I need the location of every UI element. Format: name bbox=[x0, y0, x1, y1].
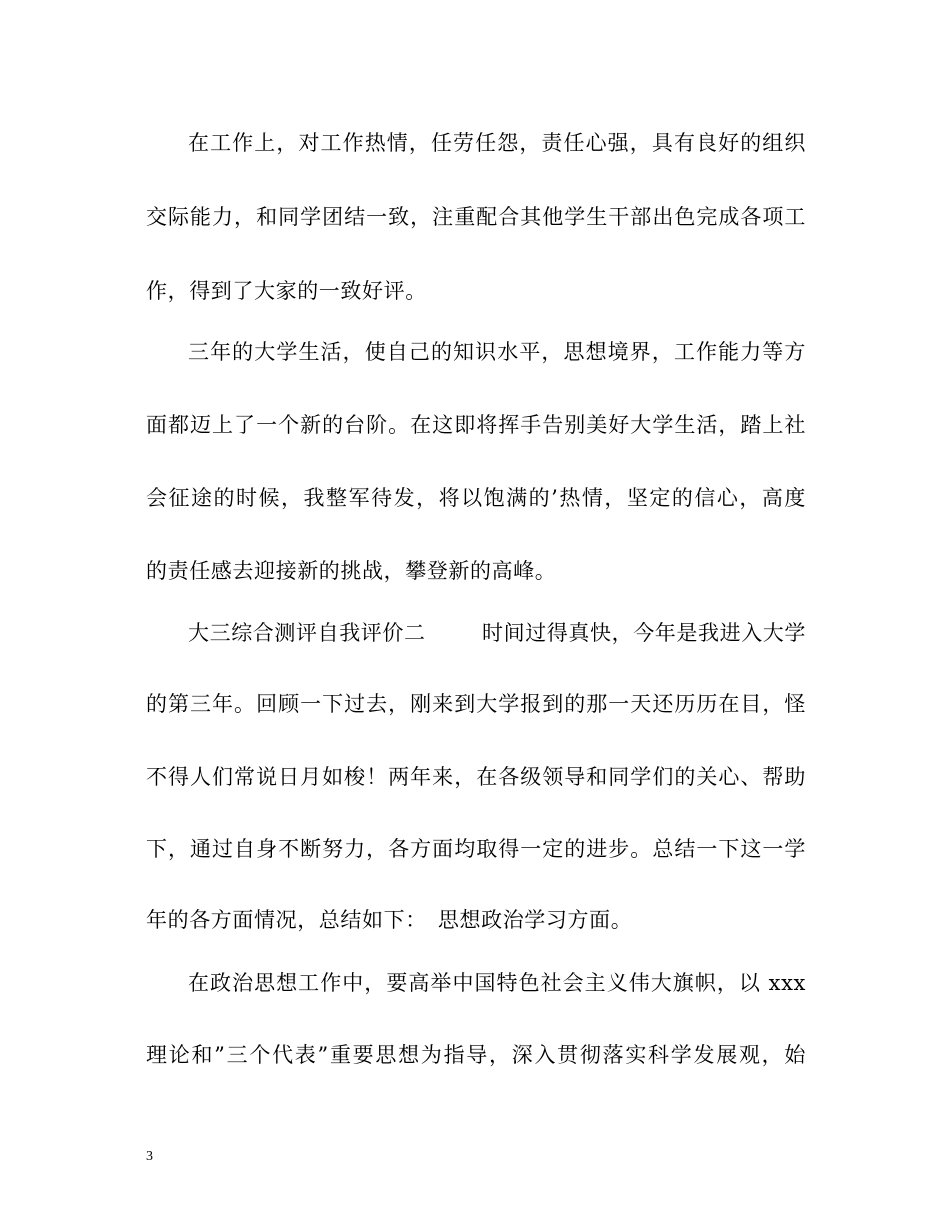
paragraph-2-line-4: 的责任感去迎接新的挑战，攀登新的高峰。 bbox=[146, 559, 557, 583]
paragraph-3-line-5: 年的各方面情况，总结如下： 思想政治学习方面。 bbox=[146, 908, 633, 932]
paragraph-3-line-2: 的第三年。回顾一下过去，刚来到大学报到的那一天还历历在目，怪 bbox=[146, 692, 806, 716]
paragraph-3-line-4: 下，通过自身不断努力，各方面均取得一定的进步。总结一下这一学 bbox=[146, 837, 806, 861]
page-number: 3 bbox=[146, 1149, 153, 1164]
paragraph-1-line-1: 在工作上，对工作热情，任劳任怨，责任心强，具有良好的组织 bbox=[188, 131, 806, 155]
section-heading: 大三综合测评自我评价二 bbox=[188, 621, 426, 645]
paragraph-4-line-2: 理论和”三个代表”重要思想为指导，深入贯彻落实科学发展观，始 bbox=[146, 1043, 806, 1067]
paragraph-4-line-1: 在政治思想工作中，要高举中国特色社会主义伟大旗帜，以 xxx bbox=[188, 971, 806, 995]
paragraph-3-line-1 bbox=[188, 618, 806, 648]
paragraph-3-heading-tail: 时间过得真快，今年是我进入大学 bbox=[482, 621, 806, 645]
paragraph-2-line-1: 三年的大学生活，使自己的知识水平，思想境界，工作能力等方 bbox=[188, 340, 806, 364]
paragraph-3-line-3: 不得人们常说日月如梭！两年来，在各级领导和同学们的关心、帮助 bbox=[146, 765, 806, 789]
paragraph-2-line-2: 面都迈上了一个新的台阶。在这即将挥手告别美好大学生活，踏上社 bbox=[146, 413, 806, 437]
paragraph-1-line-3: 作，得到了大家的一致好评。 bbox=[146, 279, 427, 303]
paragraph-1-line-2: 交际能力，和同学团结一致，注重配合其他学生干部出色完成各项工 bbox=[146, 205, 806, 229]
paragraph-2-line-3: 会征途的时候，我整军待发，将以饱满的’热情，坚定的信心，高度 bbox=[146, 486, 806, 510]
